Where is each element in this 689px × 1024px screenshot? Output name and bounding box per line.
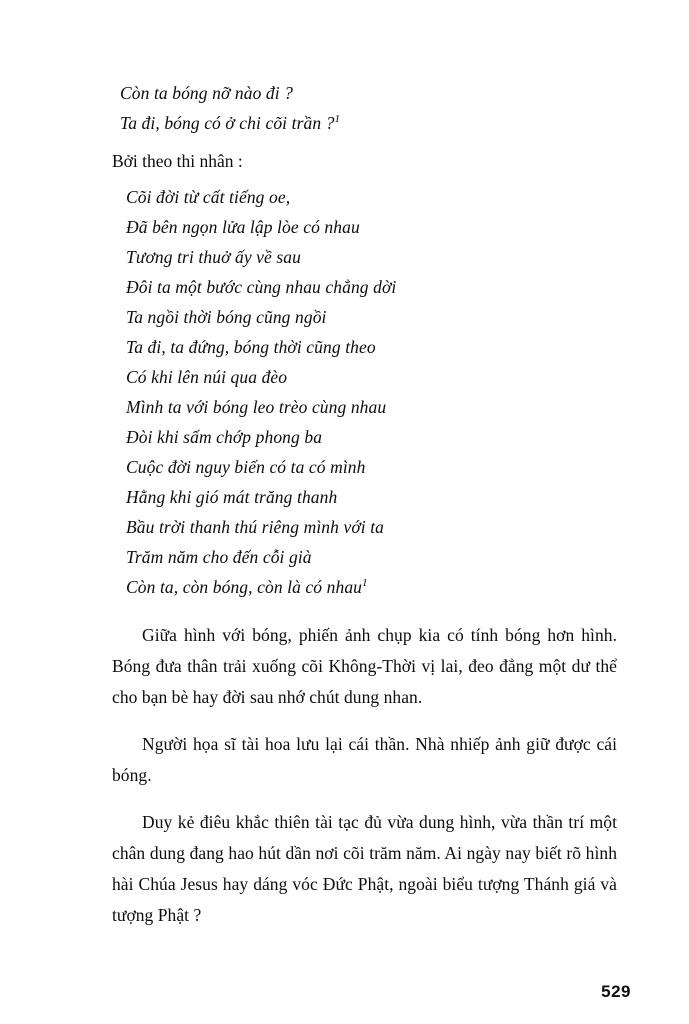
footnote-marker: 1 (362, 577, 368, 590)
verse-text: Còn ta, còn bóng, còn là có nhau (126, 577, 363, 597)
poem-block (112, 182, 617, 602)
verse-line: Trăm năm cho đến cỗi già (126, 547, 312, 567)
body-paragraph: Duy kẻ điêu khắc thiên tài tạc đủ vừa dung hình, vừa thần trí một chân dung đang hao hút dần nơi cõi trăm năm. Ai ngày nay biết rõ hình hài Chúa Jesus hay dáng vóc Đức Phật, ngoài biểu tượng Thánh giá và tượng Phật ? (112, 812, 617, 925)
verse-line: Cõi đời từ cất tiếng oe, (126, 187, 291, 207)
body-paragraph: Giữa hình với bóng, phiến ảnh chụp kia có tính bóng hơn hình. Bóng đưa thân trải xuống cõi Không-Thời vị lai, đeo đẳng một dư thể cho bạn bè hay đời sau nhớ chút dung nhan. (112, 625, 617, 707)
verse-line: Đòi khi sấm chớp phong ba (126, 427, 323, 447)
verse-line: Bầu trời thanh thú riêng mình với ta (126, 517, 385, 537)
verse-line: Tương tri thuở ấy về sau (126, 247, 301, 267)
verse-line (112, 108, 617, 138)
lead-in-text: Bởi theo thi nhân : (112, 151, 243, 171)
opening-verse (112, 78, 617, 138)
verse-line: Ta ngồi thời bóng cũng ngồi (126, 307, 327, 327)
verse-line: Còn ta bóng nỡ nào đi ? (120, 83, 294, 103)
verse-line: Mình ta với bóng leo trèo cùng nhau (126, 397, 387, 417)
verse-line: Đôi ta một bước cùng nhau chẳng dời (126, 277, 397, 297)
verse-line (112, 572, 617, 602)
footnote-marker: 1 (334, 113, 341, 126)
verse-line: Ta đi, ta đứng, bóng thời cũng theo (126, 337, 376, 357)
verse-line: Có khi lên núi qua đèo (126, 367, 288, 387)
verse-line: Đã bên ngọn lửa lập lòe có nhau (126, 217, 360, 237)
verse-line: Cuộc đời nguy biến có ta có mình (126, 457, 366, 477)
verse-line: Hằng khi gió mát trăng thanh (126, 487, 338, 507)
page-number: 529 (601, 982, 631, 1001)
verse-text: Ta đi, bóng có ở chi cõi trần ? (120, 113, 335, 133)
body-paragraph: Người họa sĩ tài hoa lưu lại cái thần. Nhà nhiếp ảnh giữ được cái bóng. (112, 734, 617, 785)
